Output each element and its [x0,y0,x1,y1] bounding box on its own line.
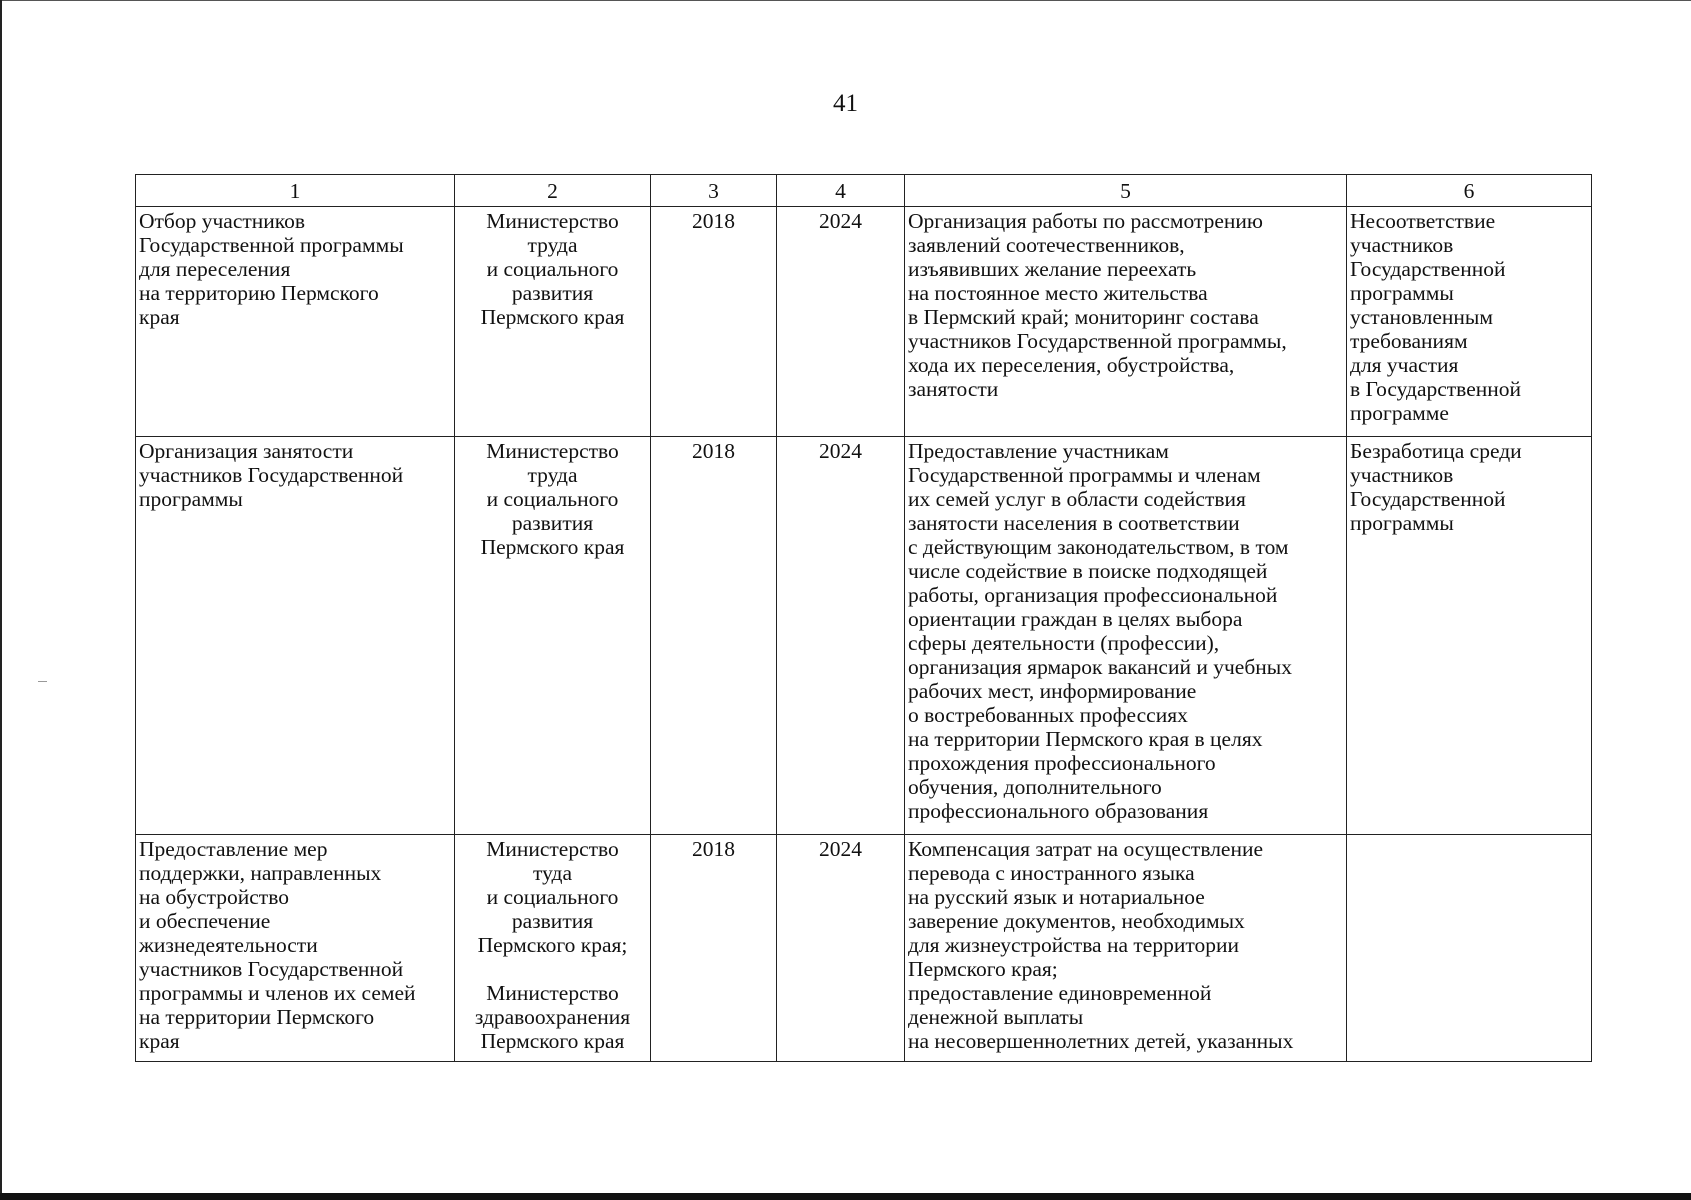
start-year-cell: 2018 [651,835,777,1062]
table-row [136,207,1592,437]
scan-edge-top [0,0,1691,1]
description-cell: Организация работы по рассмотрению заявлений соотечественников, изъявивших желание переехать на постоянное место жительства в Пермский край; мониторинг состава участников Государственной программы, хода их переселения, обустройства, занятости [905,207,1347,437]
column-header: 4 [777,175,905,207]
description-cell: Предоставление участникам Государственной программы и членам их семей услуг в области содействия занятости населения в соответствии с действующим законодательством, в том числе содействие в поиске подходящей работы, организация профессиональной ориентации граждан в целях выбора сферы деятельности (профессии), организация ярмарок вакансий и учебных рабочих мест, информирование о востребованных профессиях на территории Пермского края в целях прохождения профессионального обучения, дополнительного профессионального образования [905,437,1347,835]
activity-cell: Отбор участников Государственной программы для переселения на территорию Пермского края [136,207,455,437]
end-year-cell: 2024 [777,207,905,437]
description-cell: Компенсация затрат на осуществление перевода с иностранного языка на русский язык и нотариальное заверение документов, необходимых для жизнеустройства на территории Пермского края; предоставление единовременной денежной выплаты на несовершеннолетних детей, указанных [905,835,1347,1062]
risk-cell [1347,835,1592,1062]
column-header: 6 [1347,175,1592,207]
activity-cell: Предоставление мер поддержки, направленных на обустройство и обеспечение жизнедеятельности участников Государственной программы и членов их семей на территории Пермского края [136,835,455,1062]
column-header: 1 [136,175,455,207]
page-number: 41 [833,90,858,117]
column-header: 3 [651,175,777,207]
program-activities-table [135,174,1592,1062]
end-year-cell: 2024 [777,437,905,835]
risk-cell: Несоответствие участников Государственной программы установленным требованиям для участия в Государственной программе [1347,207,1592,437]
table-row [136,835,1592,1062]
executor-cell: Министерство туда и социального развития Пермского края; Министерство здравоохранения Пермского края [455,835,651,1062]
table-header-row [136,175,1592,207]
activity-cell: Организация занятости участников Государственной программы [136,437,455,835]
start-year-cell: 2018 [651,437,777,835]
scan-mark [38,681,47,682]
column-header: 5 [905,175,1347,207]
end-year-cell: 2024 [777,835,905,1062]
start-year-cell: 2018 [651,207,777,437]
column-header: 2 [455,175,651,207]
scan-edge-left [0,0,2,1200]
scan-edge-bottom [0,1193,1691,1200]
risk-cell: Безработица среди участников Государственной программы [1347,437,1592,835]
table-row [136,437,1592,835]
executor-cell: Министерство труда и социального развития Пермского края [455,207,651,437]
executor-cell: Министерство труда и социального развития Пермского края [455,437,651,835]
